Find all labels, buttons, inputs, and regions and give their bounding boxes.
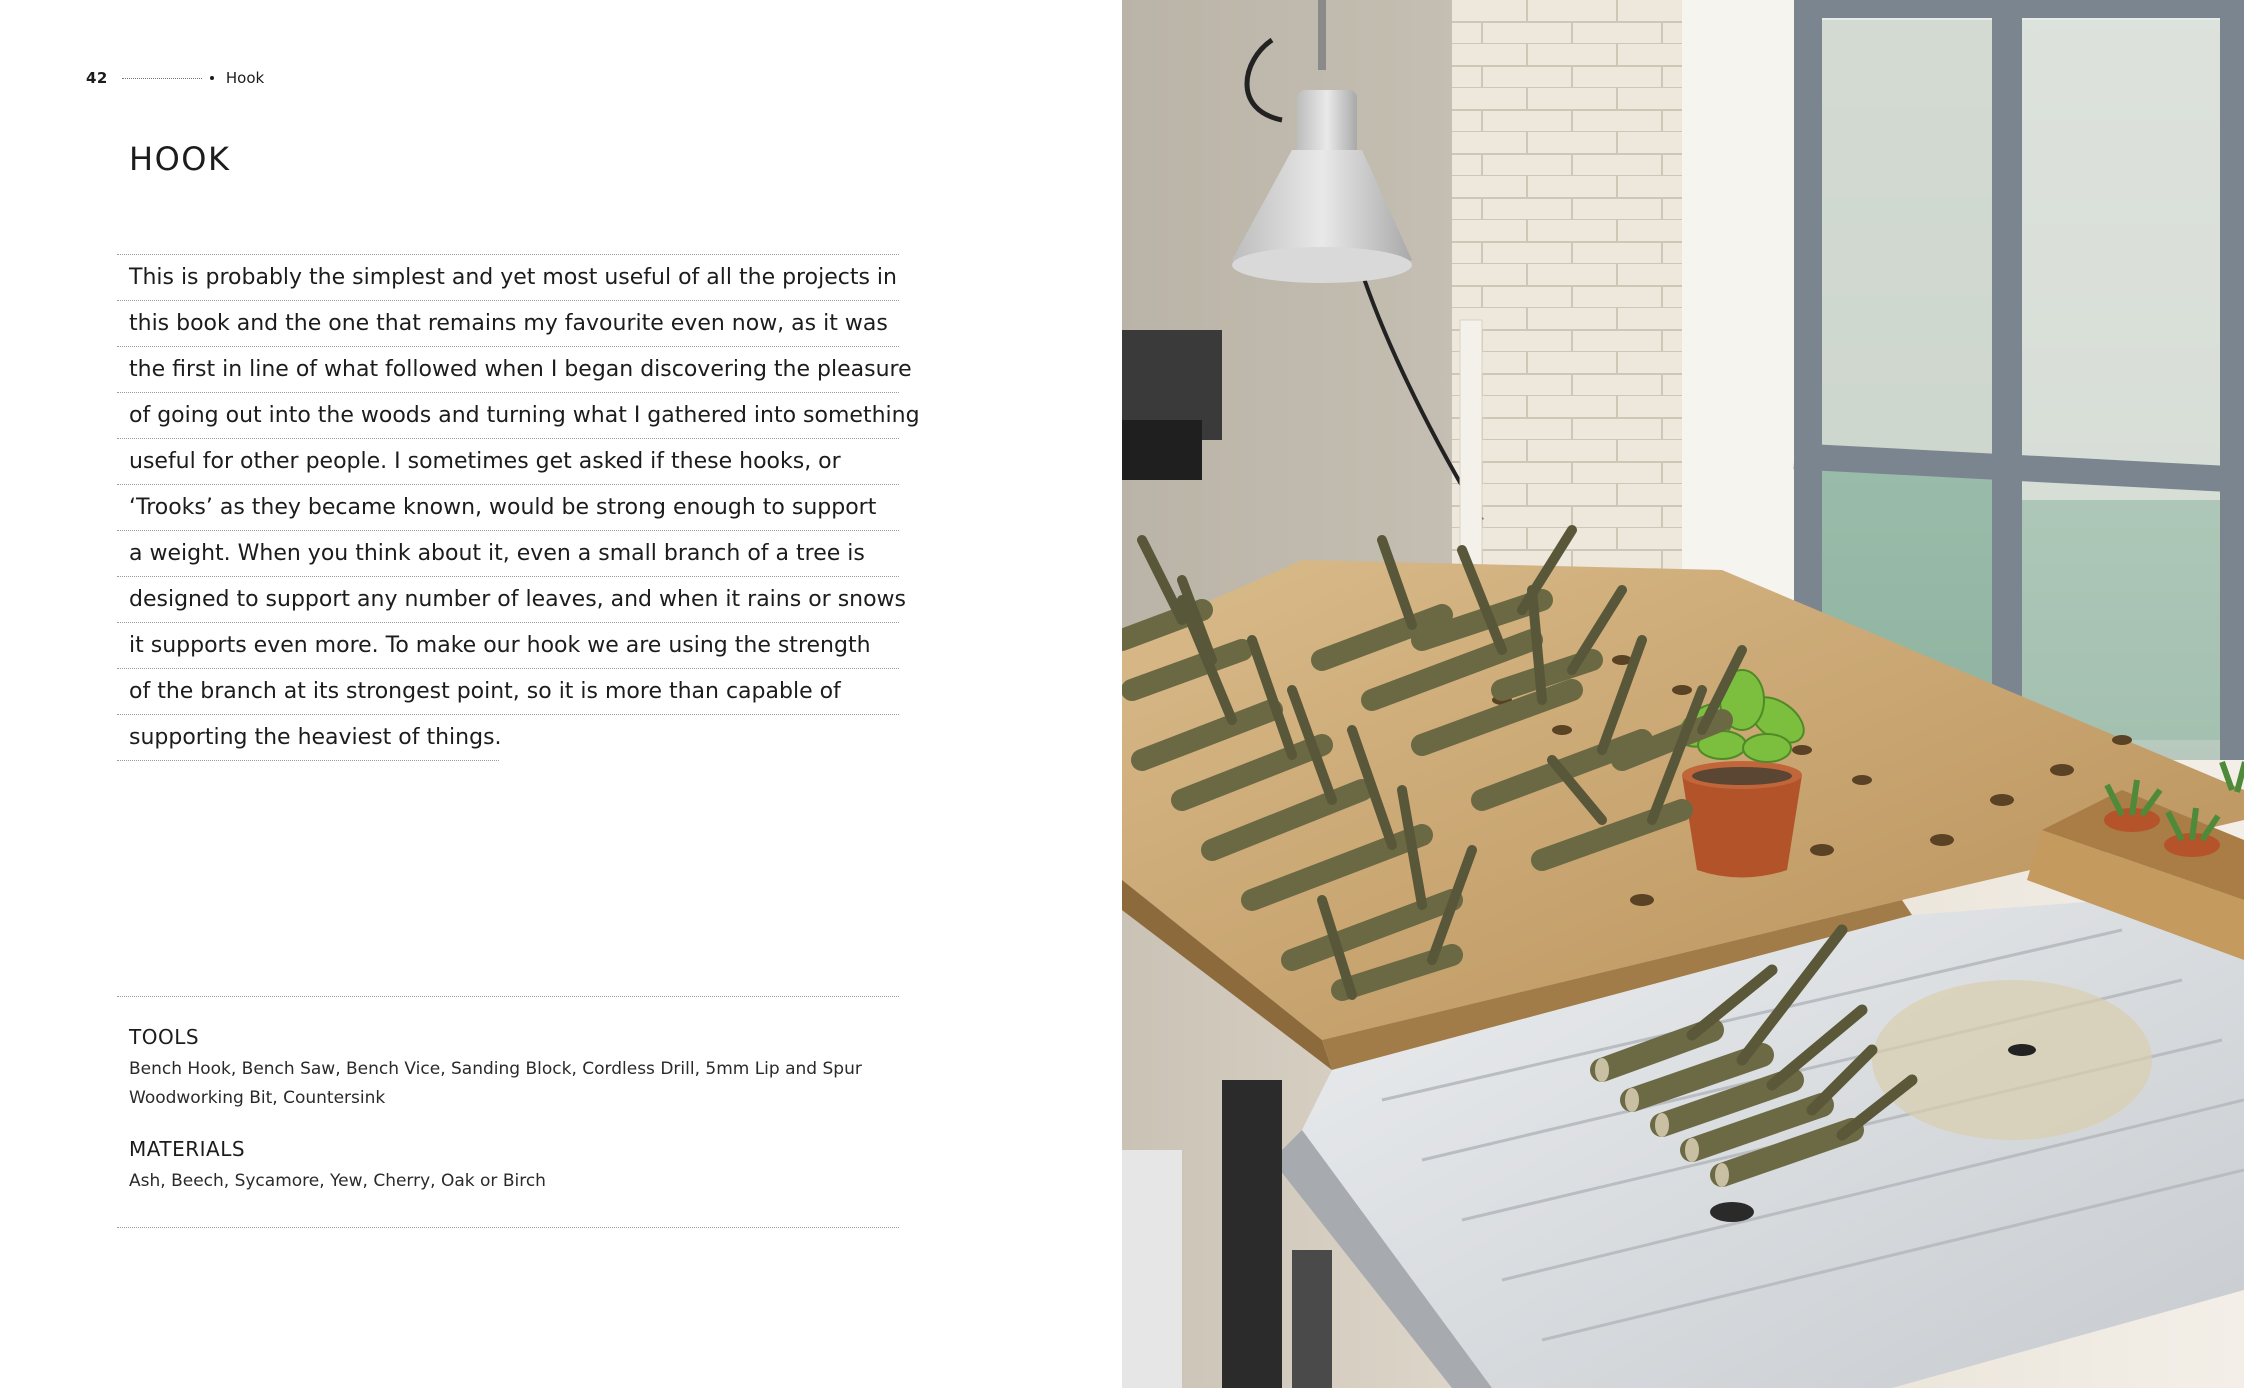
tools-materials-block bbox=[117, 996, 899, 1228]
body-line: This is probably the simplest and yet most useful of all the projects in bbox=[117, 255, 899, 301]
workshop-photo bbox=[1122, 0, 2244, 1388]
body-line: the first in line of what followed when I began discovering the pleasure bbox=[117, 347, 899, 393]
leader-line bbox=[122, 78, 202, 79]
body-line: it supports even more. To make our hook we are using the strength bbox=[117, 623, 899, 669]
body-line: designed to support any number of leaves, and when it rains or snows bbox=[117, 577, 899, 623]
tools-list: Bench Hook, Bench Saw, Bench Vice, Sanding Block, Cordless Drill, 5mm Lip and Spur Woodworking Bit, Countersink bbox=[129, 1059, 862, 1108]
materials-heading: MATERIALS bbox=[129, 1137, 246, 1161]
section-name: Hook bbox=[225, 69, 265, 87]
leader-dot bbox=[210, 76, 214, 80]
body-line: of going out into the woods and turning what I gathered into something bbox=[117, 393, 899, 439]
body-line: this book and the one that remains my favourite even now, as it was bbox=[117, 301, 899, 347]
body-line: a weight. When you think about it, even a small branch of a tree is bbox=[117, 531, 899, 577]
body-line: supporting the heaviest of things. bbox=[117, 715, 499, 761]
tools-heading: TOOLS bbox=[129, 1025, 200, 1049]
running-head bbox=[86, 66, 264, 90]
body-line: ‘Trooks’ as they became known, would be strong enough to support bbox=[117, 485, 899, 531]
page-title: HOOK bbox=[129, 140, 231, 178]
body-line: useful for other people. I sometimes get asked if these hooks, or bbox=[117, 439, 899, 485]
materials-list: Ash, Beech, Sycamore, Yew, Cherry, Oak or Birch bbox=[129, 1171, 546, 1191]
intro-paragraph bbox=[117, 254, 920, 761]
page-number: 42 bbox=[86, 69, 108, 87]
body-line: of the branch at its strongest point, so it is more than capable of bbox=[117, 669, 899, 715]
